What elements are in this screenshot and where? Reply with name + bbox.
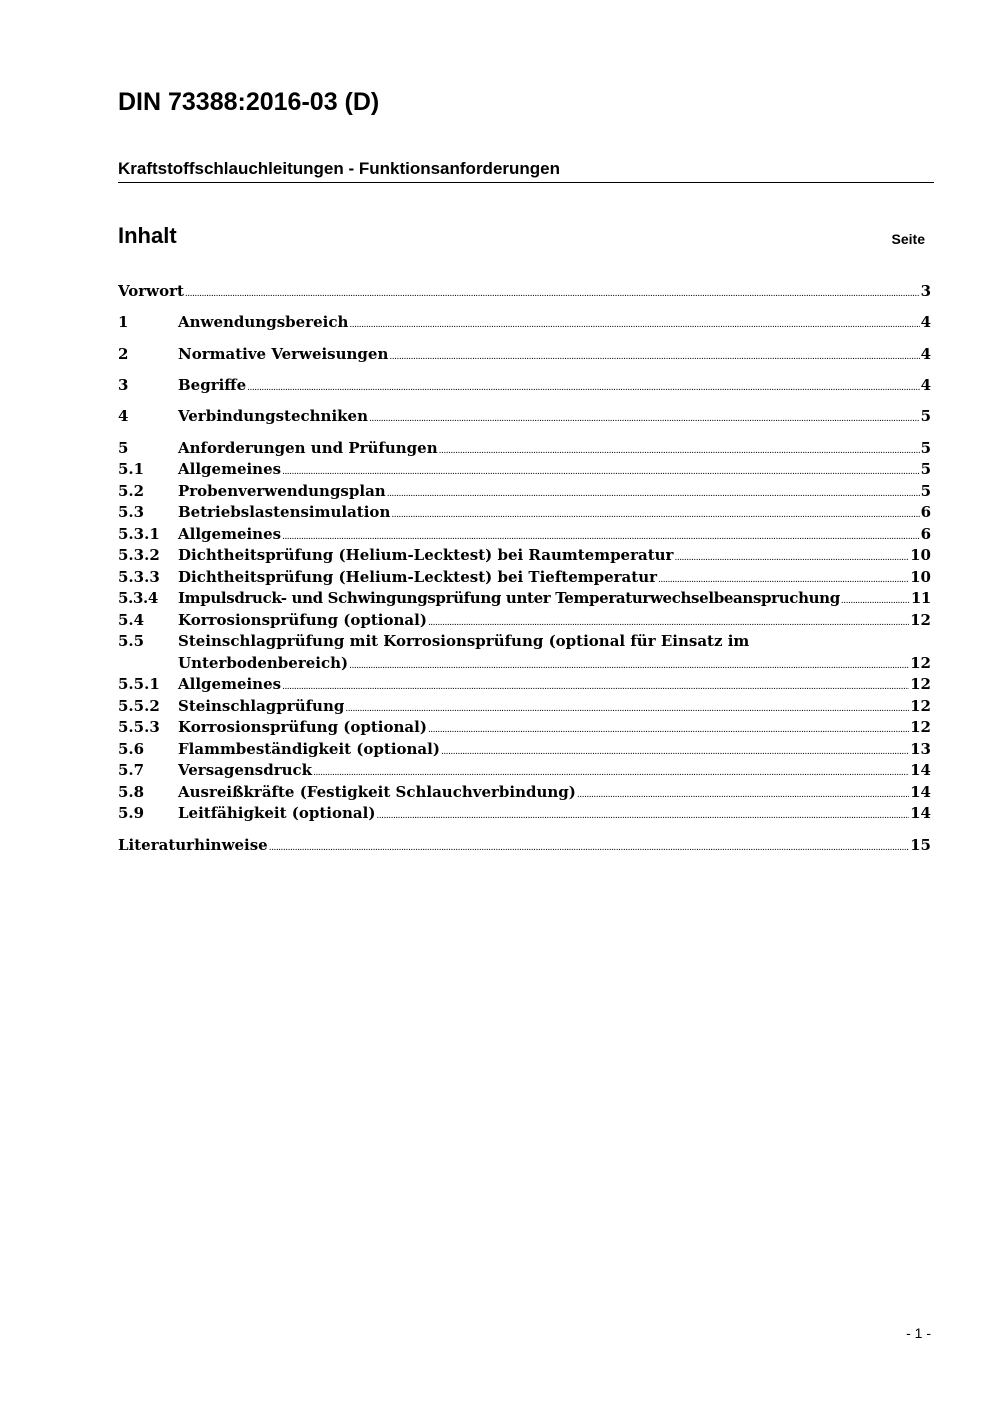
toc-leader [441, 742, 909, 762]
toc-entry-title: Ausreißkräfte (Festigkeit Schlauchverbindung) [178, 783, 576, 801]
toc-entry-title: Dichtheitsprüfung (Helium-Lecktest) bei Raumtemperatur [178, 546, 674, 564]
toc-entry-title-continued: Unterbodenbereich) [178, 654, 349, 672]
toc-entry-page: 10 [910, 568, 931, 586]
toc-leader [439, 441, 920, 461]
toc-leader [247, 378, 919, 398]
toc-entry-title: Steinschlagprüfung [178, 697, 345, 715]
toc-entry-5-3-1[interactable] [118, 524, 931, 544]
toc-entry-title: Betriebslastensimulation [178, 503, 391, 521]
toc-entry-title: Literaturhinweise [118, 836, 268, 854]
toc-entry-5-3[interactable] [118, 502, 931, 522]
toc-entry-title: Dichtheitsprüfung (Helium-Lecktest) bei Tieftemperatur [178, 568, 658, 586]
toc-entry-5-8[interactable] [118, 782, 931, 802]
toc-entry-1[interactable] [118, 312, 931, 332]
toc-entry-number: 5.1 [118, 460, 145, 478]
toc-entry-3[interactable] [118, 375, 931, 395]
toc-entry-title: Allgemeines [178, 525, 282, 543]
toc-entry-5-1[interactable] [118, 459, 931, 479]
toc-entry-title: Normative Verweisungen [178, 345, 389, 363]
toc-entry-page: 12 [910, 611, 931, 629]
toc-entry-number: 5.5.2 [118, 697, 160, 715]
toc-entry-5-6[interactable] [118, 739, 931, 759]
toc-entry-number: 5.3.2 [118, 546, 160, 564]
toc-entry-page: 6 [920, 525, 931, 543]
toc-leader [185, 284, 920, 304]
toc-leader [428, 613, 909, 633]
toc-entry-title: Allgemeines [178, 460, 282, 478]
toc-leader [658, 570, 909, 590]
toc-entry-5-9[interactable] [118, 803, 931, 823]
toc-entry-2[interactable] [118, 344, 931, 364]
toc-entry-number: 5.3.3 [118, 568, 160, 586]
page-number: - 1 - [906, 1325, 931, 1341]
toc-entry-page: 13 [910, 740, 931, 758]
toc-entry-5-3-3[interactable] [118, 567, 931, 587]
toc-entry-number: 5.3 [118, 503, 145, 521]
toc-entry-title: Korrosionsprüfung (optional) [178, 718, 427, 736]
toc-leader [282, 527, 919, 547]
toc-entry-page: 5 [920, 482, 931, 500]
toc-entry-page: 4 [920, 345, 931, 363]
toc-entry-number: 5.6 [118, 740, 145, 758]
toc-leader [391, 505, 919, 525]
toc-entry-page: 14 [910, 783, 931, 801]
toc-entry-page: 12 [910, 718, 931, 736]
toc-entry-title: Impulsdruck- und Schwingungsprüfung unter Temperaturwechselbeanspruchung [178, 589, 840, 607]
toc-leader [577, 785, 909, 805]
toc-entry-title: Anforderungen und Prüfungen [178, 439, 438, 457]
toc-leader [428, 720, 909, 740]
toc-entry-number: 5.3.4 [118, 589, 159, 607]
toc-entry-page: 5 [920, 439, 931, 457]
toc-entry-number: 2 [118, 345, 129, 363]
toc-entry-title: Anwendungsbereich [178, 313, 349, 331]
toc-entry-5-5[interactable] [118, 631, 931, 651]
toc-leader [389, 347, 919, 367]
toc-entry-number: 5.9 [118, 804, 145, 822]
toc-entry-page: 15 [910, 836, 931, 854]
toc-entry-number: 5.4 [118, 611, 145, 629]
toc-entry-title: Versagensdruck [178, 761, 313, 779]
toc-leader [282, 462, 919, 482]
toc-entry-number: 5.5 [118, 632, 145, 650]
toc-entry-page: 14 [910, 761, 931, 779]
toc-entry-title: Probenverwendungsplan [178, 482, 386, 500]
toc-leader [269, 838, 909, 858]
toc-entry-number: 5.8 [118, 783, 145, 801]
toc-entry-number: 5.5.1 [118, 675, 160, 693]
toc-leader [841, 591, 910, 611]
toc-leader [313, 763, 909, 783]
toc-entry-4[interactable] [118, 406, 931, 426]
toc-leader [345, 699, 909, 719]
toc-leader [282, 677, 909, 697]
toc-leader [674, 548, 909, 568]
toc-entry-page: 12 [910, 654, 931, 672]
toc-entry-title: Vorwort [118, 282, 184, 300]
toc-entry-5-4[interactable] [118, 610, 931, 630]
toc-entry-title: Korrosionsprüfung (optional) [178, 611, 427, 629]
toc-entry-number: 5.5.3 [118, 718, 160, 736]
document-title: Kraftstoffschlauchleitungen - Funktionsanforderungen [118, 159, 934, 183]
toc-entry-page: 3 [920, 282, 931, 300]
toc-entry-number: 5.7 [118, 761, 145, 779]
toc-leader [369, 409, 920, 429]
toc-entry-page: 5 [920, 407, 931, 425]
table-of-contents [118, 0, 931, 1403]
toc-entry-title: Flammbeständigkeit (optional) [178, 740, 440, 758]
toc-entry-number: 1 [118, 313, 129, 331]
toc-entry-title: Leitfähigkeit (optional) [178, 804, 376, 822]
toc-leader [349, 315, 919, 335]
toc-entry-page: 6 [920, 503, 931, 521]
toc-entry-5-5-3[interactable] [118, 717, 931, 737]
toc-entry-5-2[interactable] [118, 481, 931, 501]
toc-entry-number: 5.2 [118, 482, 145, 500]
toc-leader [349, 656, 909, 676]
toc-entry-page: 12 [910, 675, 931, 693]
toc-entry-number: 4 [118, 407, 129, 425]
toc-entry-page: 12 [910, 697, 931, 715]
toc-entry-5[interactable] [118, 438, 931, 458]
toc-entry-number: 5 [118, 439, 129, 457]
document-id: DIN 73388:2016-03 (D) [118, 88, 380, 116]
toc-entry-page: 14 [910, 804, 931, 822]
toc-entry-5-3-4[interactable] [118, 588, 931, 608]
toc-entry-title: Begriffe [178, 376, 247, 394]
toc-entry-title: Steinschlagprüfung mit Korrosionsprüfung (optional für Einsatz im [178, 632, 750, 650]
toc-entry-page: 11 [910, 589, 931, 607]
page-column-label: Seite [891, 231, 925, 247]
toc-entry-number: 3 [118, 376, 129, 394]
toc-entry-5-7[interactable] [118, 760, 931, 780]
toc-entry-5-5-1[interactable] [118, 674, 931, 694]
toc-entry-5-3-2[interactable] [118, 545, 931, 565]
toc-entry-number: 5.3.1 [118, 525, 160, 543]
toc-entry-5-5-2[interactable] [118, 696, 931, 716]
toc-leader [387, 484, 920, 504]
toc-entry-title: Allgemeines [178, 675, 282, 693]
toc-entry-title: Verbindungstechniken [178, 407, 368, 425]
toc-entry-page: 5 [920, 460, 931, 478]
toc-entry-page: 10 [910, 546, 931, 564]
toc-entry-page: 4 [920, 376, 931, 394]
toc-heading: Inhalt [118, 223, 177, 248]
toc-entry-page: 4 [920, 313, 931, 331]
toc-entry-vorwort[interactable] [118, 281, 931, 301]
toc-leader [376, 806, 909, 826]
toc-entry-literaturhinweise[interactable] [118, 835, 931, 855]
toc-entry-5-5-continued[interactable] [118, 653, 931, 673]
